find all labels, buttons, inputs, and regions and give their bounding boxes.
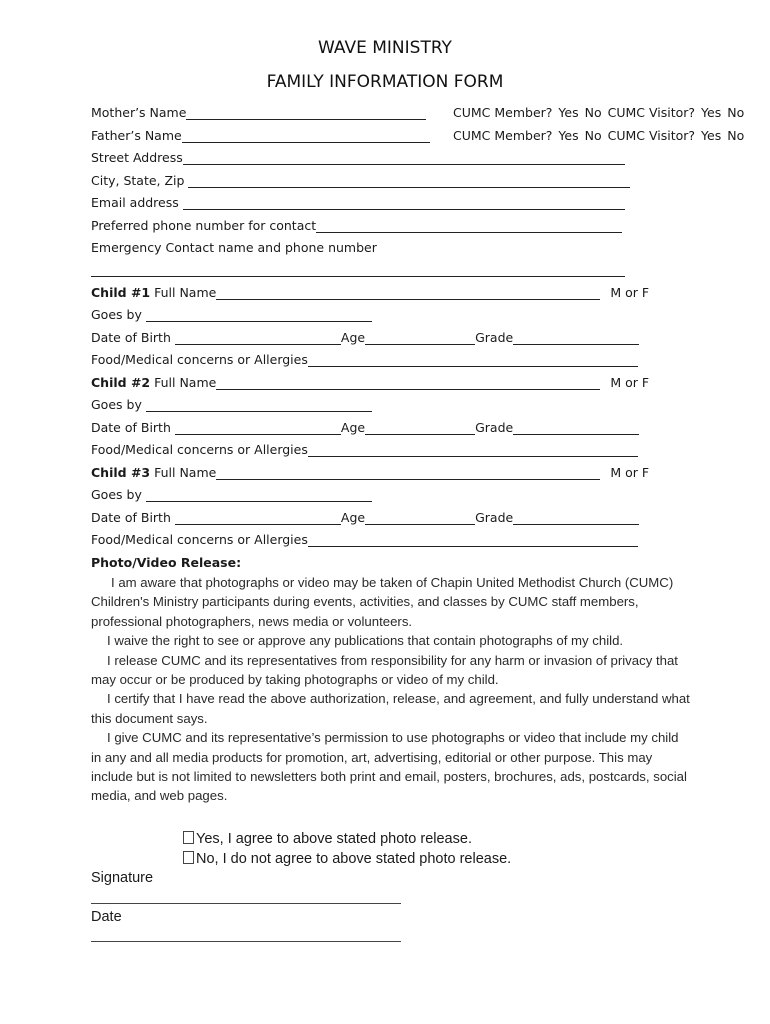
child-2-goes-by-row xyxy=(91,394,372,412)
street-field[interactable] xyxy=(183,151,625,165)
child-2-goes-by-label: Goes by xyxy=(91,397,142,412)
child-3-medical-label: Food/Medical concerns or Allergies xyxy=(91,532,308,547)
child-3-gender-label[interactable]: M or F xyxy=(610,465,650,480)
date-label: Date xyxy=(91,909,122,925)
child-3-dob-field[interactable] xyxy=(175,511,341,525)
child-1-name-row xyxy=(91,282,649,300)
emergency-field[interactable] xyxy=(91,263,625,277)
child-3-dob-row xyxy=(91,507,639,525)
email-label: Email address xyxy=(91,195,179,210)
child-3-grade-label: Grade xyxy=(475,510,514,525)
child-3-goes-by-field[interactable] xyxy=(146,488,372,502)
phone-row xyxy=(91,215,622,233)
child-1-age-label: Age xyxy=(340,330,366,345)
child-2-full-name-label: Full Name xyxy=(154,375,217,390)
signature-field[interactable] xyxy=(91,903,401,904)
child-2-age-field[interactable] xyxy=(365,421,475,435)
consent-no-option[interactable] xyxy=(183,851,511,867)
member-question: CUMC Member? xyxy=(453,105,553,120)
child-1-gender-label[interactable]: M or F xyxy=(610,285,650,300)
member-yes[interactable]: Yes xyxy=(558,105,579,120)
mother-name-label: Mother’s Name xyxy=(91,105,187,120)
child-3-full-name-field[interactable] xyxy=(216,466,600,480)
visitor-question: CUMC Visitor? xyxy=(607,128,696,143)
child-3-dob-label: Date of Birth xyxy=(91,510,171,525)
form-title: WAVE MINISTRY xyxy=(318,38,452,58)
father-name-label: Father’s Name xyxy=(91,128,182,143)
visitor-yes[interactable]: Yes xyxy=(701,128,722,143)
visitor-question: CUMC Visitor? xyxy=(607,105,696,120)
child-2-dob-label: Date of Birth xyxy=(91,420,171,435)
child-3-medical-row xyxy=(91,529,638,547)
release-text xyxy=(91,573,691,806)
child-3-goes-by-row xyxy=(91,484,372,502)
emergency-row xyxy=(91,237,377,255)
city-row xyxy=(91,170,630,188)
child-2-medical-row xyxy=(91,439,638,457)
member-no[interactable]: No xyxy=(584,128,602,143)
member-no[interactable]: No xyxy=(584,105,602,120)
child-2-full-name-field[interactable] xyxy=(216,376,600,390)
release-paragraph-2: I waive the right to see or approve any publications that contain photographs of my child. xyxy=(107,633,624,649)
child-1-label: Child #1 xyxy=(91,285,151,300)
child-2-goes-by-field[interactable] xyxy=(146,398,372,412)
child-1-age-field[interactable] xyxy=(365,331,475,345)
child-1-dob-label: Date of Birth xyxy=(91,330,171,345)
mother-name-field[interactable] xyxy=(186,106,426,120)
father-name-row xyxy=(91,125,430,143)
child-1-grade-label: Grade xyxy=(475,330,514,345)
member-question: CUMC Member? xyxy=(453,128,553,143)
signature-label: Signature xyxy=(91,870,154,886)
street-row xyxy=(91,147,625,165)
child-3-goes-by-label: Goes by xyxy=(91,487,142,502)
consent-no-checkbox[interactable] xyxy=(183,851,194,864)
consent-yes-option[interactable] xyxy=(183,831,472,847)
visitor-no[interactable]: No xyxy=(727,105,745,120)
child-3-full-name-label: Full Name xyxy=(154,465,217,480)
child-3-medical-field[interactable] xyxy=(308,533,638,547)
mother-name-row xyxy=(91,102,426,120)
child-3-age-label: Age xyxy=(340,510,366,525)
child-3-name-row xyxy=(91,462,649,480)
email-row xyxy=(91,192,625,210)
release-paragraph-3: I release CUMC and its representatives from responsibility for any harm or invasion of privacy that may occur or be produced by taking photographs or video of my child. xyxy=(91,652,678,688)
release-paragraph-1: I am aware that photographs or video may be taken of Chapin United Methodist Church (CUMC) Children's Ministry participants during events, activities, and classes by CUMC staff members, professional photographers, news media or volunteers. xyxy=(91,575,674,629)
child-1-full-name-label: Full Name xyxy=(154,285,217,300)
consent-yes-checkbox[interactable] xyxy=(183,831,194,844)
child-1-goes-by-label: Goes by xyxy=(91,307,142,322)
child-2-age-label: Age xyxy=(340,420,366,435)
child-1-medical-row xyxy=(91,349,638,367)
release-heading: Photo/Video Release: xyxy=(91,555,242,570)
street-label: Street Address xyxy=(91,150,183,165)
mother-membership xyxy=(453,102,744,120)
child-1-grade-field[interactable] xyxy=(513,331,639,345)
child-1-goes-by-row xyxy=(91,304,372,322)
child-2-medical-label: Food/Medical concerns or Allergies xyxy=(91,442,308,457)
child-2-grade-field[interactable] xyxy=(513,421,639,435)
child-2-name-row xyxy=(91,372,649,390)
child-2-medical-field[interactable] xyxy=(308,443,638,457)
child-3-grade-field[interactable] xyxy=(513,511,639,525)
child-2-grade-label: Grade xyxy=(475,420,514,435)
visitor-no[interactable]: No xyxy=(727,128,745,143)
child-1-dob-row xyxy=(91,327,639,345)
city-field[interactable] xyxy=(188,174,630,188)
consent-no-label: No, I do not agree to above stated photo release. xyxy=(196,851,512,867)
consent-yes-label: Yes, I agree to above stated photo release. xyxy=(196,831,472,847)
date-field[interactable] xyxy=(91,941,401,942)
phone-label: Preferred phone number for contact xyxy=(91,218,317,233)
child-1-goes-by-field[interactable] xyxy=(146,308,372,322)
email-field[interactable] xyxy=(183,196,625,210)
form-subtitle: FAMILY INFORMATION FORM xyxy=(266,72,504,92)
child-3-age-field[interactable] xyxy=(365,511,475,525)
city-label: City, State, Zip xyxy=(91,173,185,188)
child-2-dob-field[interactable] xyxy=(175,421,341,435)
father-name-field[interactable] xyxy=(182,129,430,143)
child-3-label: Child #3 xyxy=(91,465,151,480)
release-paragraph-4: I certify that I have read the above authorization, release, and agreement, and fully understand what this document says. xyxy=(91,691,690,726)
child-1-medical-label: Food/Medical concerns or Allergies xyxy=(91,352,308,367)
release-paragraph-5: I give CUMC and its representative’s permission to use photographs or video that include my child in any and all media products for promotion, art, advertising, editorial or other purpose. This may include but is not limited to newsletters both print and email, posters, brochures, ads, postcards, social media, and web pages. xyxy=(91,730,687,804)
member-yes[interactable]: Yes xyxy=(558,128,579,143)
child-1-full-name-field[interactable] xyxy=(216,286,600,300)
father-membership xyxy=(453,125,744,143)
emergency-label: Emergency Contact name and phone number xyxy=(91,240,377,255)
child-2-gender-label[interactable]: M or F xyxy=(610,375,650,390)
phone-field[interactable] xyxy=(316,219,622,233)
child-2-label: Child #2 xyxy=(91,375,151,390)
child-1-dob-field[interactable] xyxy=(175,331,341,345)
child-1-medical-field[interactable] xyxy=(308,353,638,367)
visitor-yes[interactable]: Yes xyxy=(701,105,722,120)
child-2-dob-row xyxy=(91,417,639,435)
